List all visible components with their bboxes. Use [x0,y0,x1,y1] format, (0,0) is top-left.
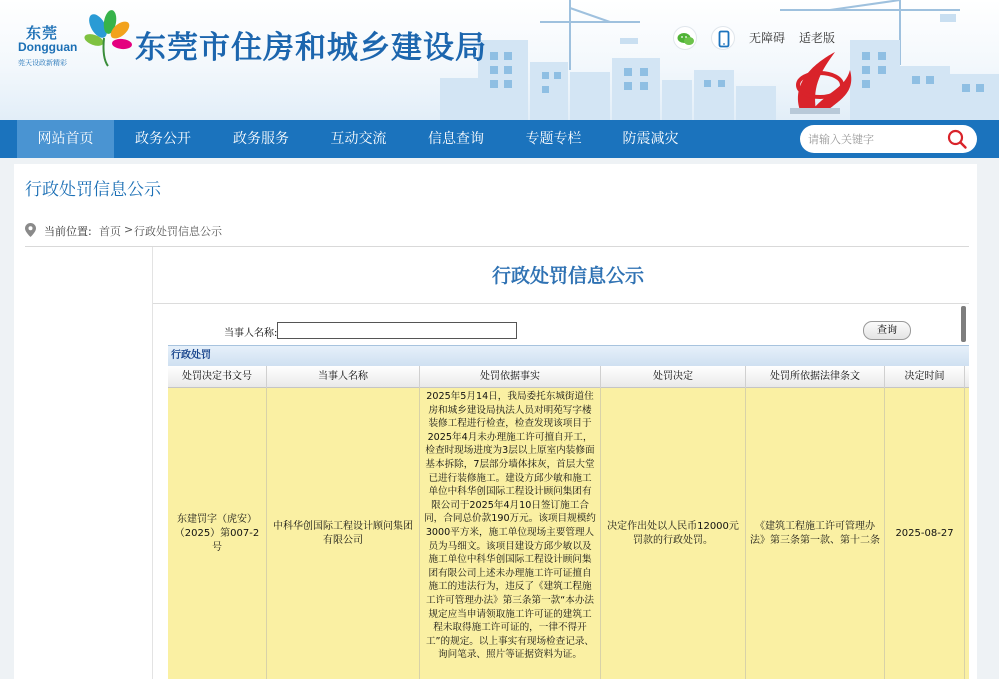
nav-item-gov-services[interactable]: 政务服务 [233,131,289,147]
cell-facts: 2025年5月14日，我局委托东城街道住房和城乡建设局执法人员对明苑写字楼装修工程进行检查，检查发现该项目于2025年4月未办理施工许可擅自开工，检查时现场进度为3层以上原室内装修面基本拆除，7层部分墙体抹灰，首层大堂已进行装修施工。建设方邱少敏和施工单位中科华创国际工程设计顾问集团有限公司于2025年4月10日签订施工合同，合同总价款190万元。该项目规模约3000平方米，施工单位现场主要管理人员为马细文。该项目建设方邱少敏以及施工单位中科华创国际工程设计顾问集团有限公司上述未办理施工许可证擅自施工的违法行为，违反了《建筑工程施工许可管理办法》第三条第一款“本办法规定应当申请领取施工许可证的建筑工程未取得施工许可证的，一律不得开工”的规定。以上事实有现场检查记录、询问笔录、照片等证据资料为证。 [420,388,601,679]
logo-text-cn: 东莞 [26,24,59,42]
grid-header [168,366,969,388]
mobile-icon[interactable] [711,26,735,50]
content-panel [14,164,977,679]
search-icon[interactable] [946,128,968,150]
cell-date: 2025-08-27 [885,388,965,679]
party-name-input[interactable] [277,322,517,339]
site-search [800,125,977,153]
page-heading: 行政处罚信息公示 [25,180,161,200]
breadcrumb-separator: > [124,223,134,236]
party-name-label: 当事人名称: [224,328,278,339]
grid-scrollbar-thumb[interactable] [961,306,966,342]
nav-item-gov-affairs[interactable]: 政务公开 [135,131,191,147]
left-column-divider [152,247,153,679]
nav-item-disaster-prevention[interactable]: 防震减灾 [622,131,679,147]
column-header-party: 当事人名称 [267,366,420,388]
cell-doc-no: 东建罚字（虎安）（2025）第007-2号 [168,388,267,679]
column-header-decision: 处罚决定 [601,366,746,388]
logo-flower-icon [76,8,136,68]
column-header-date: 决定时间 [885,366,965,388]
grid-caption: 行政处罚 [168,345,969,366]
cell-party: 中科华创国际工程设计顾问集团有限公司 [267,388,420,679]
divider [25,246,969,247]
title-divider [153,303,969,304]
nav-item-interaction[interactable]: 互动交流 [330,131,387,147]
location-pin-icon [25,223,36,237]
nav-item-home[interactable]: 网站首页 [17,120,114,158]
breadcrumb-current-link[interactable]: 行政处罚信息公示 [134,225,222,238]
logo-text-en: Dongguan [18,40,78,54]
table-row[interactable] [168,388,969,679]
site-title: 东莞市住房和城乡建设局 [135,30,487,66]
wechat-icon[interactable] [673,26,697,50]
nav-item-info-query[interactable]: 信息查询 [428,131,484,147]
accessibility-link[interactable]: 无障碍 [749,31,786,45]
search-input[interactable] [808,129,944,149]
logo-slogan: 莞天设政新精彩 [18,59,67,67]
main-title: 行政处罚信息公示 [491,265,644,287]
breadcrumb-home-link[interactable]: 首页 [99,225,121,238]
cell-decision: 决定作出处以人民币12000元罚款的行政处罚。 [601,388,746,679]
breadcrumb-label: 当前位置: [44,225,92,238]
column-header-facts: 处罚依据事实 [420,366,601,388]
column-header-doc-no: 处罚决定书文号 [168,366,267,388]
nav-item-special-topics[interactable]: 专题专栏 [525,131,582,147]
elder-mode-link[interactable]: 适老版 [799,31,836,45]
query-button[interactable]: 查询 [863,321,911,340]
column-header-law: 处罚所依据法律条文 [746,366,885,388]
cell-law: 《建筑工程施工许可管理办法》第三条第一款、第十二条 [746,388,885,679]
site-header [0,0,999,120]
site-logo[interactable] [14,8,134,68]
